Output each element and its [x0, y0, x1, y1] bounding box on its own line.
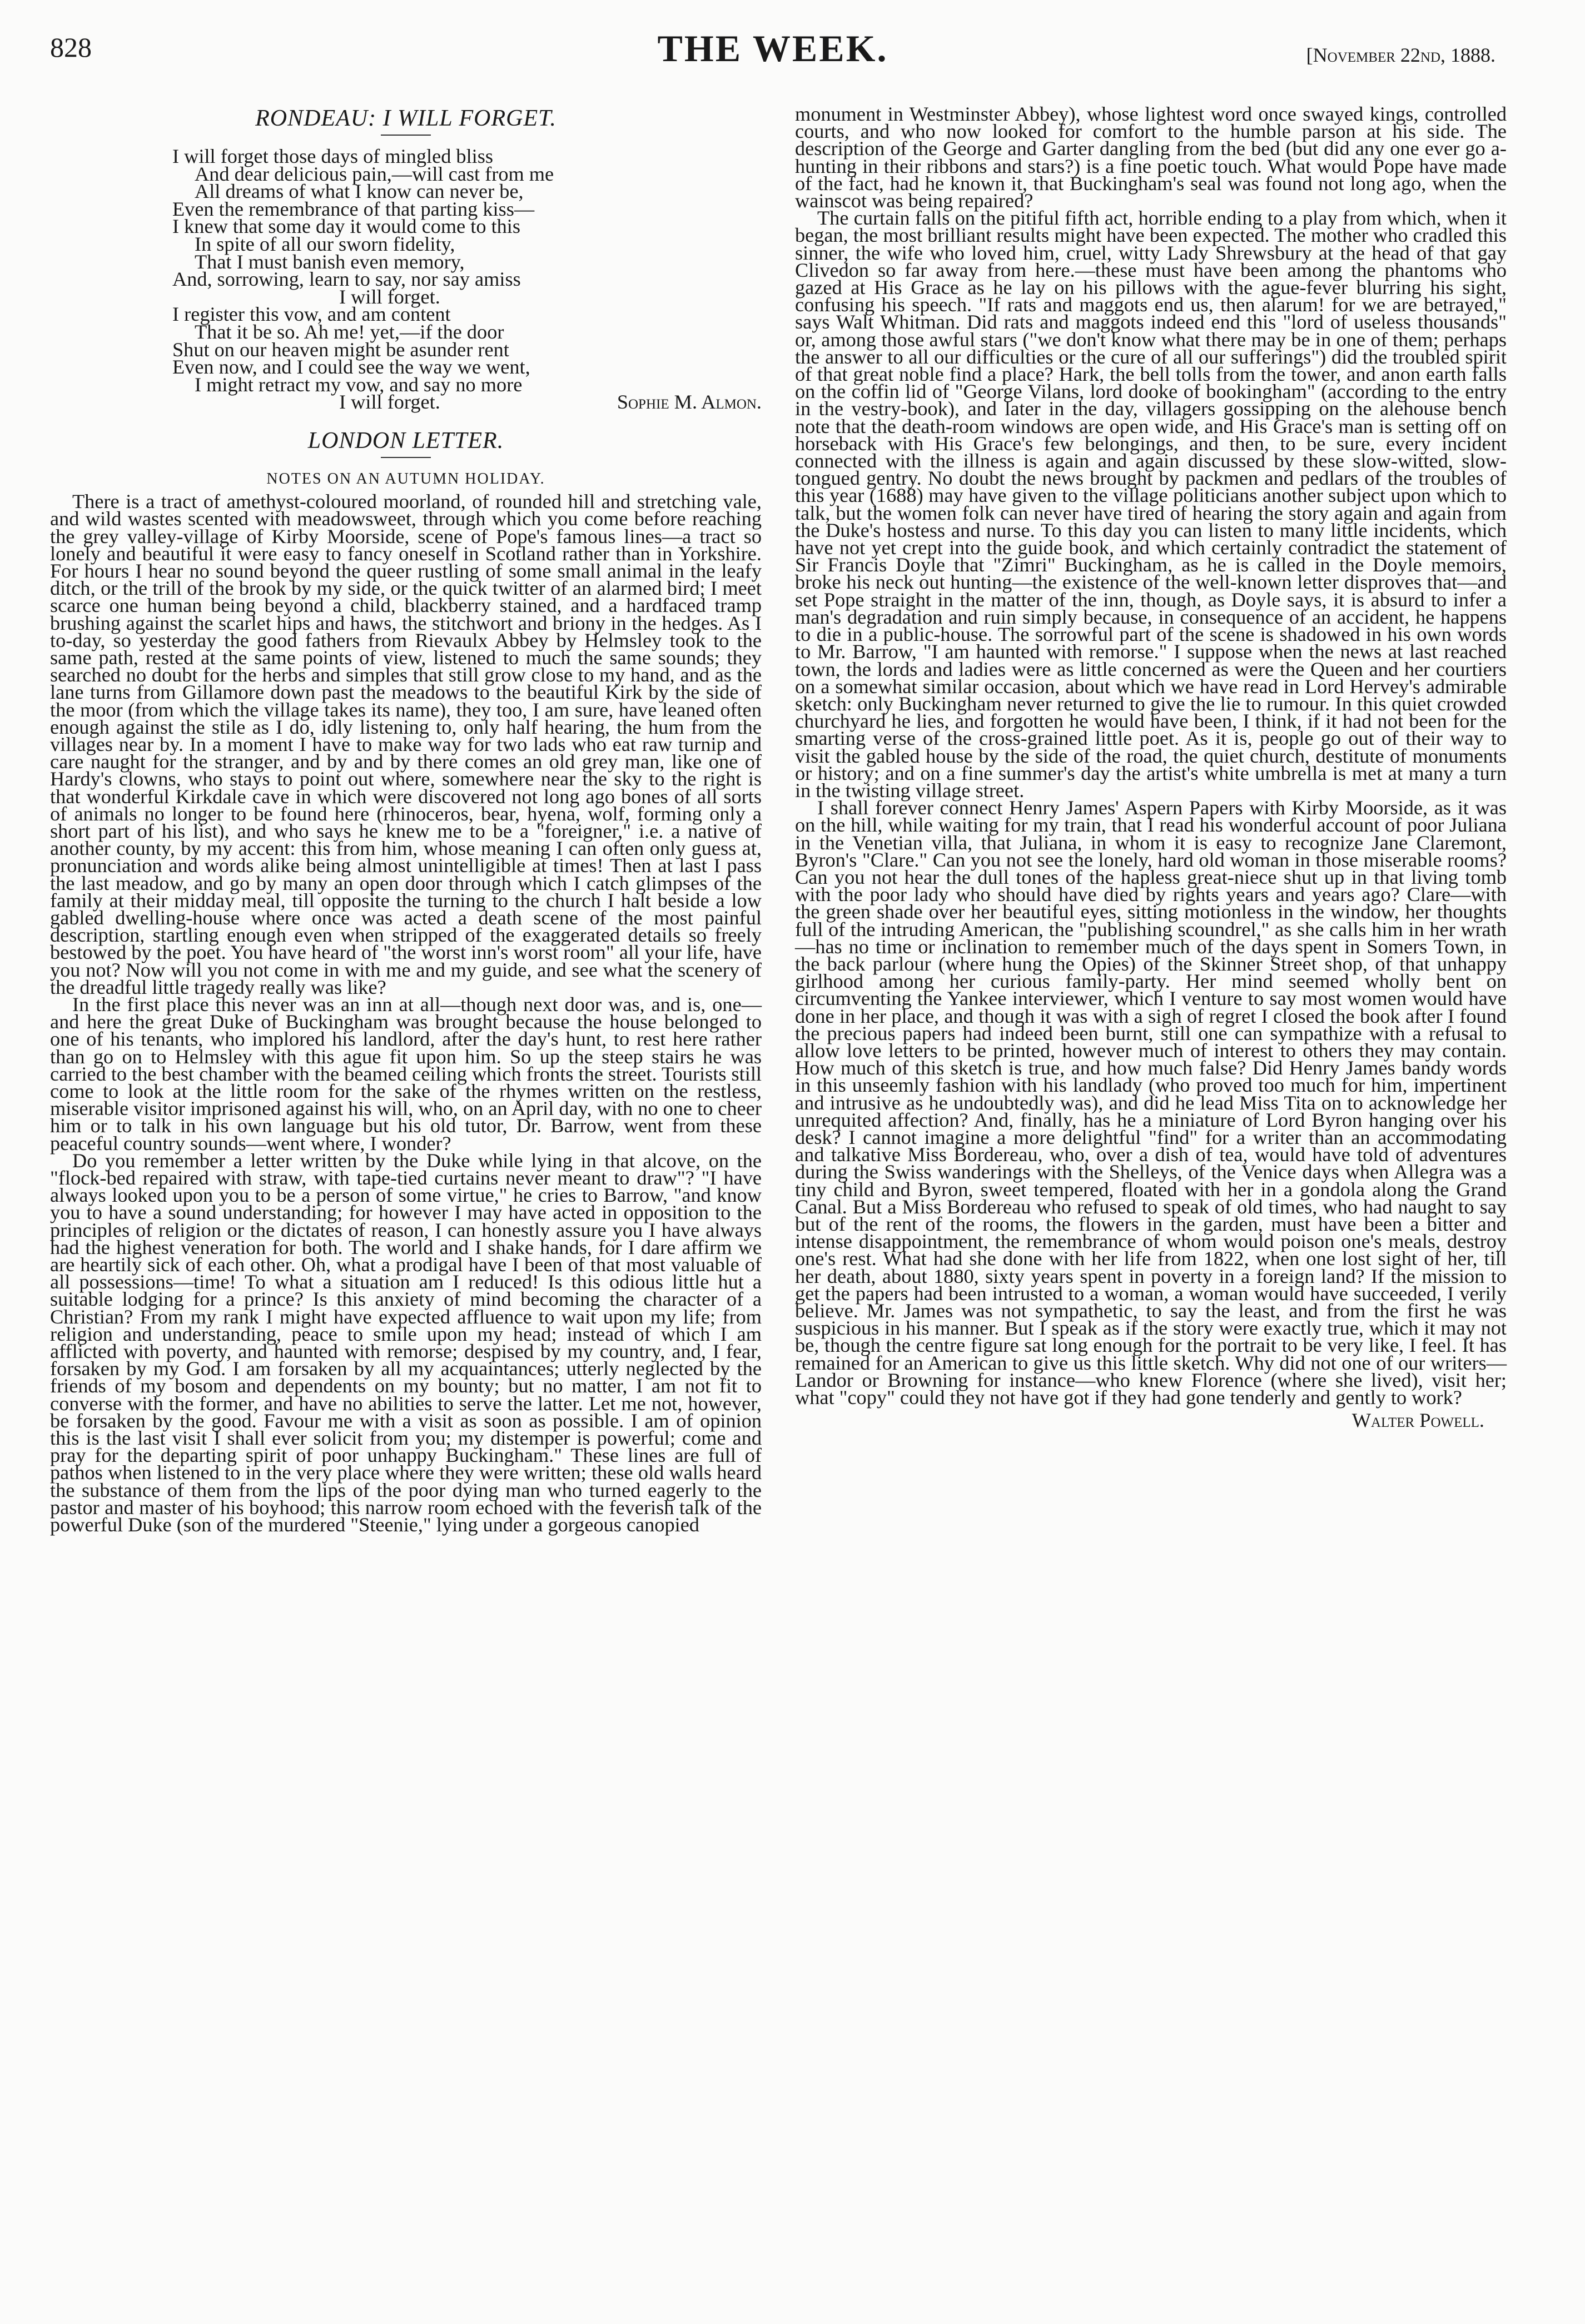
paragraph: There is a tract of amethyst-coloured moorland, of rounded hill and stretching vale, and wild wastes scented with meadowsweet, through which you come before reaching the grey valley-village of Kirby Moorside, scene of Pope's famous lines—a tract so lonely and beautiful it were easy to fancy oneself in Scotland rather than in Yorkshire. For hours I hear no sound beyond the queer rustling of some small animal in the leafy ditch, or the trill of the brook by my side, or the quick twitter of an alarmed bird; I meet scarce one human being beyond a child, blackberry stained, and a hardfaced tramp brushing against the scarlet hips and haws, the stitchwort and briony in the hedges. As I to-day, so yesterday the good fathers from Rievaulx Abbey by Helmsley took to the same path, rested at the same points of view, listened to much the same sounds; they searched no doubt for the herbs and simples that still grow close to my hand, and as the lane turns from Gillamore down past the meadows to the beautiful Kirk by the side of the moor (from which the village takes its name), they too, I am sure, have leaned often enough against the stile as I do, idly listening to, only half hearing, the hum from the villages near by. In a moment I have to make way for two lads who eat raw turnip and care naught for the stranger, and by and by there comes an old grey man, like one of Hardy's clowns, who stays to point out where, somewhere near the sky to the right is that wonderful Kirkdale cave in which were discovered not long ago bones of all sorts of animals no longer to be found here (rhinoceros, bear, hyena, wolf, forming only a short part of his list), and who says he knew me to be a "foreigner," i.e. a native of another county, by my accent: this from him, whose meaning I can often only guess at, pronunciation and words alike being almost unintelligible at times! Then at last I pass the last meadow, and go by many an open door through which I catch glimpses of the family at their midday meal, till opposite the turning to the church I halt beside a low gabled dwelling-house where once was acted a death scene of the most painful description, startling enough even when stripped of the exaggerated details so freely bestowed by the poet. You have heard of "the worst inn's worst room" all your life, have you not? Now will you not come in with me and my guide, and see what the scenery of the dreadful little tragedy really was like?: [50, 490, 762, 998]
poem-line: And dear delicious pain,—will cast from me: [195, 162, 554, 185]
paragraph: I shall forever connect Henry James' Aspern Papers with Kirby Moorside, as it was on the hill, while waiting for my train, that I read his wonderful account of poor Juliana in the Venetian villa, that Juliana, in whom it is easy to recognize Jane Claremont, Byron's "Clare." Can you not see the lonely, hard old woman in those miserable rooms? Can you not hear the dull tones of the hapless great-niece shut up in that living tomb with the poor lady who should have died by rights years and years ago? Clare—with the green shade over her beautiful eyes, sitting motionless in the window, her thoughts full of the intruding American, the "publishing scoundrel," as she calls him in her wrath—has no time or inclination to remember much of the days spent in Somers Town, in the back parlour (where hung the Opies) of the Skinner Street shop, of that unhappy girlhood among her curious family-party. Her mind seemed wholly bent on circumventing the Yankee interviewer, which I venture to say most women would have done in her place, and though it was with a sigh of regret I closed the book after I found the precious papers had indeed been burnt, still one can sympathize with a refusal to allow love letters to be printed, however much of interest to others they may contain. How much of this sketch is true, and how much false? Did Henry James bandy words in this unseemly fashion with his landlady (who proved too much for him, impertinent and intrusive as he undoubtedly was), and did he lead Miss Tita on to acknowledge her unrequited affection? And, finally, has he a miniature of Lord Byron hanging over his desk? I cannot imagine a more delightful "find" for a writer than an accommodating and talkative Miss Bordereau, who, over a dish of tea, would have told of adventures during the Swiss wanderings with the Shelleys, of the Venice days when Allegra was a tiny child and Byron, sweet tempered, floated with her in a gondola along the Grand Canal. But a Miss Bordereau who refused to speak of old times, who had naught to say but of the rent of the rooms, the flowers in the garden, must have been a bitter and intense disappointment, the remembrance of whom would poison one's meals, destroy one's rest. What had she done with her life from 1822, when one lost sight of her, till her death, about 1880, sixty years spent in poverty in a foreign land? If the mission to get the papers had been intrusted to a woman, a woman would have succeeded, I verily believe. Mr. James was not sympathetic, to say the least, and from the first he was suspicious in his manner. But I speak as if the story were exactly true, which it may not be, though the centre figure sat long enough for the portrait to be very like, I feel. It has remained for an American to give us this little sketch. Why did not one of our writers—Landor or Browning for instance—who knew Florence (where she lived), visit her; what "copy" could they not have got if they had gone tenderly and gently to work?: [795, 797, 1507, 1409]
poem-line: Even the remembrance of that parting kiss—: [172, 197, 535, 220]
letter-author: Walter Powell.: [1352, 1409, 1484, 1432]
letter-subtitle: NOTES ON AN AUTUMN HOLIDAY.: [266, 470, 545, 487]
poem-line: In spite of all our sworn fidelity,: [195, 232, 455, 255]
poem-line: That it be so. Ah me! yet,—if the door: [195, 320, 504, 343]
poem-author: Sophie M. Almon.: [617, 391, 762, 414]
poem-line: I will forget those days of mingled bliss: [172, 145, 493, 167]
poem-line: I will forget.: [339, 285, 440, 308]
poem-line: I knew that some day it would come to this: [172, 215, 521, 238]
poem-line: I might retract my vow, and say no more: [195, 373, 523, 396]
title-rule: [381, 457, 431, 458]
paragraph: The curtain falls on the pitiful fifth act, horrible ending to a play from which, when it began, the most brilliant results might have been expected. The mother who cradled this sinner, the wife who loved him, cruel, witty Lady Shrewsbury at the head of that gay Clivedon so far away from here.—these must have been among the phantoms who gazed at His Grace as he lay on his pillows with the ague-fever blurring his sight, confusing his speech. "If rats and maggots end us, then alarum! for we are betrayed," says Walt Whitman. Did rats and maggots indeed end this "lord of useless thousands" or, among those awful stars ("we don't know what there may be in one of them; perhaps the answer to all our difficulties or the cure of all our sufferings") did the troubled spirit of that great noble find a place? Hark, the bell tolls from the tower, and anon earth falls on the coffin lid of "George Vilans, lord dooke of bookingham" (according to the entry in the vestry-book), and later in the day, villagers gossipping on the alehouse bench note that the death-room windows are open wide, and His Grace's man is setting off on horseback with His Grace's few belongings, and then, to be sure, every incident connected with the illness is again and again discussed by these slow-witted, slow-tongued gentry. No doubt the news brought by packmen and pedlars of the troubles of this year (1688) may have given to the village politicians another subject upon which to talk, but the women folk can never have tired of hearing the story again and again from the Duke's hostess and nurse. To this day you can listen to many little incidents, which have not yet crept into the guide book, and which certainly contradict the statement of Sir Francis Doyle that "Zimri" Buckingham, as he is called in the Doyle memoirs, broke his neck out hunting—the existence of the well-known letter disproves that—and set Pope straight in the matter of the inn, though, as Doyle says, it is absurd to infer a man's degradation and ruin simply because, in consequence of an accident, he happens to die in a public-house. The sorrowful part of the scene is shadowed in his own words to Mr. Barrow, "I am haunted with remorse." I suppose when the news at last reached town, the lords and ladies were as little concerned as were the Queen and her courtiers on a somewhat similar occasion, about which we have read in Lord Hervey's admirable sketch: only Buckingham never returned to give the lie to rumour. In this quiet crowded churchyard he lies, and forgotten he would have been, I think, if it had not been for the smarting verse of the cross-grained little poet. As it is, people go out of their way to visit the gabled house by the side of the road, the quiet church, destitute of monuments or history; and on a fine summer's day the artist's white umbrella is met at many a turn in the twisting village street.: [795, 207, 1507, 802]
poem-line: All dreams of what I know can never be,: [195, 180, 524, 203]
poem-line: That I must banish even memory,: [195, 250, 465, 273]
poem-line: Shut on our heaven might be asunder rent: [172, 338, 509, 361]
page-header: [50, 27, 1495, 77]
right-article-body: [795, 103, 1507, 1409]
paragraph: In the first place this never was an inn at all—though next door was, and is, one—and here the great Duke of Buckingham was brought because the house belonged to one of his tenants, who implored his landlord, after the day's hunt, to rest here rather than go on to Helmsley with this ague fit upon him. So up the steep stairs he was carried to the best chamber with the beamed ceiling which fronts the street. Tourists still come to look at the little room for the sake of the rhymes written on the restless, miserable visitor imprisoned against his will, who, on an April day, with no one to cheer him or to talk in his own language but his old tutor, Dr. Barrow, went from these peaceful country sounds—went where, I wonder?: [50, 993, 762, 1154]
poem-line: I will forget. Sophie M. Almon.: [339, 391, 762, 414]
poem-line: Even now, and I could see the way we went,: [172, 356, 530, 379]
letter-title: LONDON LETTER.: [307, 427, 504, 454]
running-title: THE WEEK.: [657, 27, 888, 69]
left-column: [50, 106, 762, 1534]
paragraph: Do you remember a letter written by the Duke while lying in that alcove, on the "flock-bed repaired with straw, with tape-tied curtains never meant to draw"? "I have always looked upon you to be a person of some virtue," he cries to Barrow, "and know you to have a sound understanding; for however I may have acted in opposition to the principles of religion or the dictates of reason, I can honestly assure you I have always had the highest veneration for both. The world and I shake hands, for I dare affirm we are heartily sick of each other. Oh, what a prodigal have I been of that most valuable of all possessions—time! To what a situation am I reduced! Is this odious little hut a suitable lodging for a prince? Is this anxiety of mind becoming the character of a Christian? From my rank I might have expected affluence to wait upon my life; from religion and understanding, peace to smile upon my head; instead of which I am afflicted with poverty, and haunted with remorse; despised by my country, and, I fear, forsaken by my God. I am forsaken by all my acquaintances; utterly neglected by the friends of my bosom and dependents on my bounty; but no matter, I am not fit to converse with the former, and have no abilities to serve the latter. Let me not, however, be forsaken by the good. Favour me with a visit as soon as possible. I am of opinion this is the last visit I shall ever solicit from you; my distemper is powerful; come and pray for the departing spirit of poor unhappy Buckingham." These lines are full of pathos when listened to in the very place where they were written; these old walls heard the substance of them from the lips of the poor dying man who turned eagerly to the pastor and master of his boyhood; this narrow room echoed with the feverish talk of the powerful Duke (son of the murdered "Steenie," lying under a gorgeous canopied: [50, 1149, 762, 1536]
title-rule: [381, 135, 431, 136]
issue-date: [November 22nd, 1888.: [1306, 44, 1495, 66]
rondeau-title: RONDEAU: I WILL FORGET.: [255, 106, 557, 131]
poem-line: And, sorrowing, learn to say, nor say amiss: [172, 268, 521, 291]
page-number: 828: [50, 32, 92, 63]
poem-line: I register this vow, and am content: [172, 303, 451, 326]
right-column: [795, 103, 1507, 1432]
rondeau-poem: [50, 145, 762, 414]
paragraph: monument in Westminster Abbey), whose lightest word once swayed kings, controlled courts, and who now looked for comfort to the humble parson at his side. The description of the George and Garter dangling from the bed (but did any one ever go a-hunting in their ribbons and stars?) is a fine poetic touch. What would Pope have made of the fact, had he known it, that Buckingham's seal was found not long ago, when the wainscot was being repaired?: [795, 103, 1507, 212]
left-article-body: [50, 490, 762, 1536]
